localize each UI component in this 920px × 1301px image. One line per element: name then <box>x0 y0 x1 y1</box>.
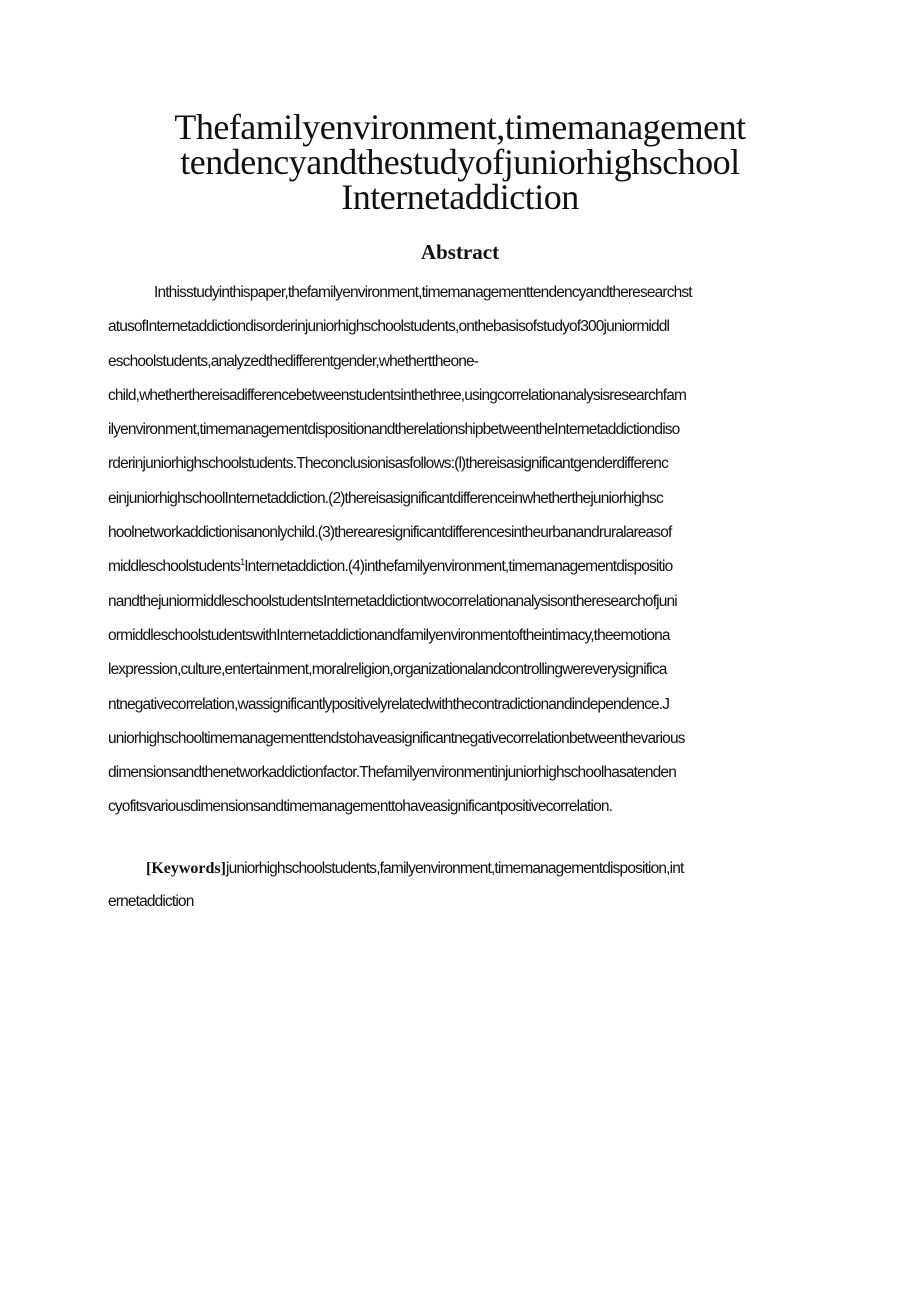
abstract-line: hoolnetworkaddictionisanonlychild.(3)therearesignificantdifferencesintheurbanandruralareasof <box>108 524 672 542</box>
abstract-line: lexpression,culture,entertainment,moralreligion,organizationalandcontrollingwereverysignifica <box>108 661 667 679</box>
abstract-line: ntnegativecorrelation,wassignificantlypositivelyrelatedwiththecontradictionandindependence.J <box>108 695 670 713</box>
keywords-section <box>108 852 814 918</box>
abstract-line: einjuniorhighschoolInternetaddiction.(2)thereisasignificantdifferenceinwhetherthejuniorhighsc <box>108 489 663 507</box>
abstract-line: ormiddleschoolstudentswithInternetaddictionandfamilyenvironmentoftheintimacy,theemotiona <box>108 626 670 644</box>
keywords-line-2: ernetaddiction <box>108 893 194 910</box>
abstract-line: Inthisstudyinthispaper,thefamilyenvironment,timemanagementtendencyandtheresearchst <box>154 284 692 301</box>
abstract-line: atusofInternetaddictiondisorderinjuniorhighschoolstudents,onthebasisofstudyof300juniormiddl <box>108 318 670 336</box>
title-line-2: tendencyandthestudyofjuniorhighschool <box>180 142 740 182</box>
abstract-line: eschoolstudents,analyzedthedifferentgender,whetherttheone- <box>108 352 479 370</box>
abstract-body <box>108 276 814 825</box>
keywords-label: [Keywords] <box>146 860 226 877</box>
abstract-line-head: middleschoolstudents <box>108 558 241 576</box>
abstract-line: cyofitsvariousdimensionsandtimemanagementtohaveasignificantpositivecorrelation. <box>108 798 613 816</box>
abstract-line <box>108 550 814 584</box>
keywords-text: juniorhighschoolstudents,familyenvironment,timemanagementdisposition,int <box>225 860 684 877</box>
paper-title <box>110 107 810 217</box>
keywords-line-1 <box>108 852 814 885</box>
title-line-3: Internetaddiction <box>341 177 579 217</box>
abstract-line: rderinjuniorhighschoolstudents.Theconclusionisasfollows:(l)thereisasignificantgenderdifferenc <box>108 455 668 473</box>
footnote-marker: 1 <box>240 557 245 568</box>
abstract-line: ilyenvironment,timemanagementdispositionandtherelationshipbetweentheInternetaddictiondiso <box>108 421 680 439</box>
abstract-line-tail: Internetaddiction.(4)inthefamilyenvironment,timemanagementdispositio <box>244 558 673 576</box>
title-line-1: Thefamilyenvironment,timemanagement <box>174 107 746 147</box>
abstract-line: child,whetherthereisadifferencebetweenstudentsinthethree,usingcorrelationanalysisresearchfam <box>108 386 687 404</box>
abstract-line: nandthejuniormiddleschoolstudentsInternetaddictiontwocorrelationanalysisontheresearchofjuni <box>108 592 677 610</box>
abstract-line: uniorhighschooltimemanagementtendstohaveasignificantnegativecorrelationbetweenthevarious <box>108 729 685 747</box>
abstract-line: dimensionsandthenetworkaddictionfactor.Thefamilyenvironmentinjuniorhighschoolhasatenden <box>108 764 676 782</box>
abstract-heading: Abstract <box>420 240 500 264</box>
